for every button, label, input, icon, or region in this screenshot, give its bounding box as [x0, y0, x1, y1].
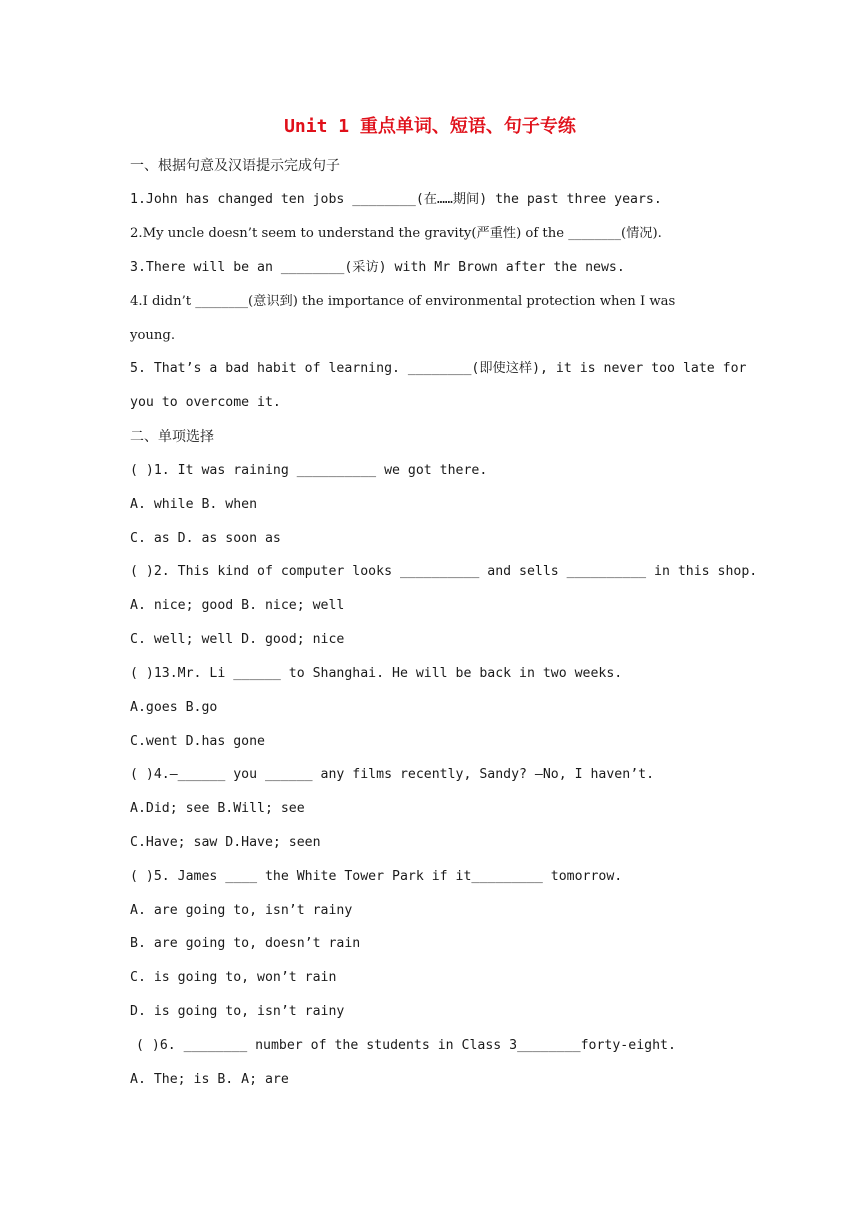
- option-line: C.Have; saw D.Have; seen: [130, 835, 321, 850]
- question-line: 1.John has changed ten jobs ________(在……期间) the past three years.: [130, 192, 662, 207]
- question-line: young.: [130, 328, 176, 343]
- question-line: 2.My uncle doesn’t seem to understand the gravity(严重性) of the ________(情况).: [130, 226, 662, 241]
- option-line: A. are going to, isn’t rainy: [130, 903, 353, 918]
- option-line: D. is going to, isn’t rainy: [130, 1004, 345, 1019]
- option-line: B. are going to, doesn’t rain: [130, 936, 361, 951]
- question-line: 5. That’s a bad habit of learning. ________(即使这样), it is never too late for: [130, 361, 747, 376]
- page-title: Unit 1 重点单词、短语、句子专练: [284, 116, 576, 137]
- question-line: ( )6. ________ number of the students in Class 3________forty-eight.: [136, 1038, 676, 1053]
- question-line: ( )1. It was raining __________ we got there.: [130, 463, 488, 478]
- question-line: you to overcome it.: [130, 395, 281, 410]
- option-line: A.Did; see B.Will; see: [130, 801, 305, 816]
- option-line: A. while B. when: [130, 497, 258, 512]
- option-line: C. well; well D. good; nice: [130, 632, 345, 647]
- option-line: A. The; is B. A; are: [130, 1072, 289, 1087]
- section-heading-multiple-choice: 二、单项选择: [130, 429, 214, 445]
- question-line: ( )2. This kind of computer looks __________ and sells __________ in this shop.: [130, 564, 758, 579]
- question-line: ( )4.—______ you ______ any films recently, Sandy? —No, I haven’t.: [130, 767, 655, 782]
- question-line: ( )5. James ____ the White Tower Park if it_________ tomorrow.: [130, 869, 623, 884]
- question-line: 3.There will be an ________(采访) with Mr Brown after the news.: [130, 260, 625, 275]
- option-line: A. nice; good B. nice; well: [130, 598, 345, 613]
- section-heading-fill-blanks: 一、根据句意及汉语提示完成句子: [130, 158, 340, 174]
- question-line: 4.I didn’t ________(意识到) the importance of environmental protection when I was: [130, 294, 676, 309]
- option-line: A.goes B.go: [130, 700, 218, 715]
- question-line: ( )13.Mr. Li ______ to Shanghai. He will be back in two weeks.: [130, 666, 623, 681]
- option-line: C. is going to, won’t rain: [130, 970, 337, 985]
- option-line: C. as D. as soon as: [130, 531, 281, 546]
- option-line: C.went D.has gone: [130, 734, 265, 749]
